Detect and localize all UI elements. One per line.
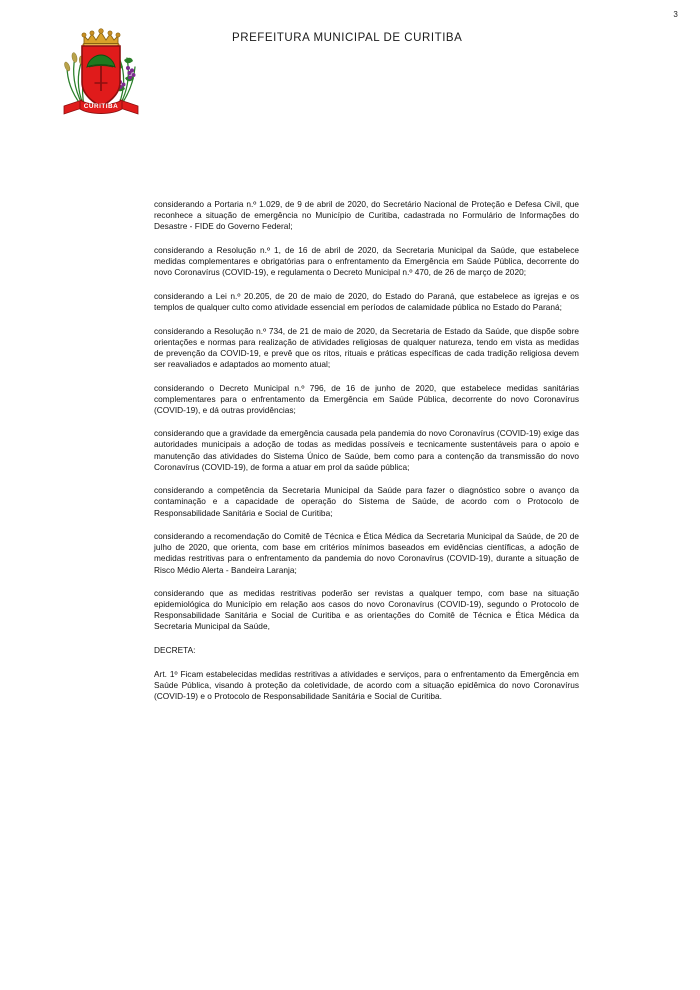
document-header: [0, 24, 700, 119]
page-title: PREFEITURA MUNICIPAL DE CURITIBA: [232, 32, 463, 44]
paragraph-considerando-portaria-1029: considerando a Portaria n.º 1.029, de 9 de abril de 2020, do Secretário Nacional de Proteção e Defesa Civil, que reconhece a situação de emergência no Município de Curitiba, cadastrada no Formulário de Informações do Desastre - FIDE do Governo Federal;: [154, 199, 579, 232]
document-body: [154, 199, 579, 702]
paragraph-considerando-recomendacao-comite: considerando a recomendação do Comitê de Técnica e Ética Médica da Secretaria Municipal da Saúde, de 20 de julho de 2020, que orienta, com base em critérios mínimos baseados em evidências científicas, a adoção de medidas restritivas para o enfrentamento da pandemia do novo Coronavírus (COVID-19), durante a situação de Risco Médio Alerta - Bandeira Laranja;: [154, 531, 579, 575]
paragraph-considerando-lei-20205: considerando a Lei n.º 20.205, de 20 de maio de 2020, do Estado do Paraná, que estabelece as igrejas e os templos de qualquer culto como atividade essencial em períodos de calamidade pública no Estado do Paraná;: [154, 290, 579, 312]
paragraph-considerando-decreto-796: considerando o Decreto Municipal n.º 796, de 16 de junho de 2020, que estabelece medidas sanitárias complementares para o enfrentamento da Emergência em Saúde Pública, decorrente do novo Coronavírus (COVID-19), e dá outras providências;: [154, 382, 579, 415]
svg-text:CURITIBA: CURITIBA: [83, 103, 119, 111]
paragraph-considerando-resolucao-1: considerando a Resolução n.º 1, de 16 de abril de 2020, da Secretaria Municipal da Saúde, que estabelece medidas complementares e obrigatórias para o enfrentamento da Emergência em Saúde Pública, decorrente do novo Coronavírus (COVID-19), e regulamenta o Decreto Municipal n.º 470, de 26 de março de 2020;: [154, 244, 579, 278]
paragraph-considerando-gravidade-emergencia: considerando que a gravidade da emergência causada pela pandemia do novo Coronavírus (COVID-19) exige das autoridades municipais a adoção de todas as medidas possíveis e tecnicamente sustentáveis para o apoio e manutenção das atividades do Sistema Único de Saúde, bem como para a contenção da transmissão do novo Coronavírus (COVID-19), de forma a atuar em prol da saúde pública;: [154, 428, 579, 472]
paragraph-art-1: Art. 1º Ficam estabelecidas medidas restritivas a atividades e serviços, para o enfrentamento da Emergência em Saúde Pública, visando à proteção da coletividade, de acordo com a situação epidêmica do novo Coronavírus (COVID-19) e o Protocolo de Responsabilidade Sanitária e Social de Curitiba.: [154, 668, 579, 702]
paragraph-decreta: DECRETA:: [154, 645, 196, 656]
page-number: 3: [673, 10, 678, 19]
paragraph-considerando-medidas-revistas: considerando que as medidas restritivas poderão ser revistas a qualquer tempo, com base na situação epidemiológica do Município em relação aos casos do novo Coronavírus (COVID-19), segundo o Protocolo de Responsabilidade Sanitária e Social de Curitiba e as orientações do Comitê de Técnica e Ética Médica da Secretaria Municipal da Saúde,: [154, 588, 579, 632]
coat-of-arms-icon: [58, 26, 144, 118]
paragraph-considerando-competencia-sms: considerando a competência da Secretaria Municipal da Saúde para fazer o diagnóstico sobre o avanço da contaminação e a capacidade de operação do Sistema de Saúde, de acordo com o Protocolo de Responsabilidade Sanitária e Social de Curitiba;: [154, 485, 579, 518]
paragraph-considerando-resolucao-734: considerando a Resolução n.º 734, de 21 de maio de 2020, da Secretaria de Estado da Saúde, que dispõe sobre orientações e normas para realização de atividades religiosas de qualquer natureza, tendo em vista as medidas de prevenção da COVID-19, e prevê que os ritos, rituais e práticas específicas de cada tradição religiosa devem ser reavaliados e adaptados ao momento atual;: [154, 325, 579, 369]
